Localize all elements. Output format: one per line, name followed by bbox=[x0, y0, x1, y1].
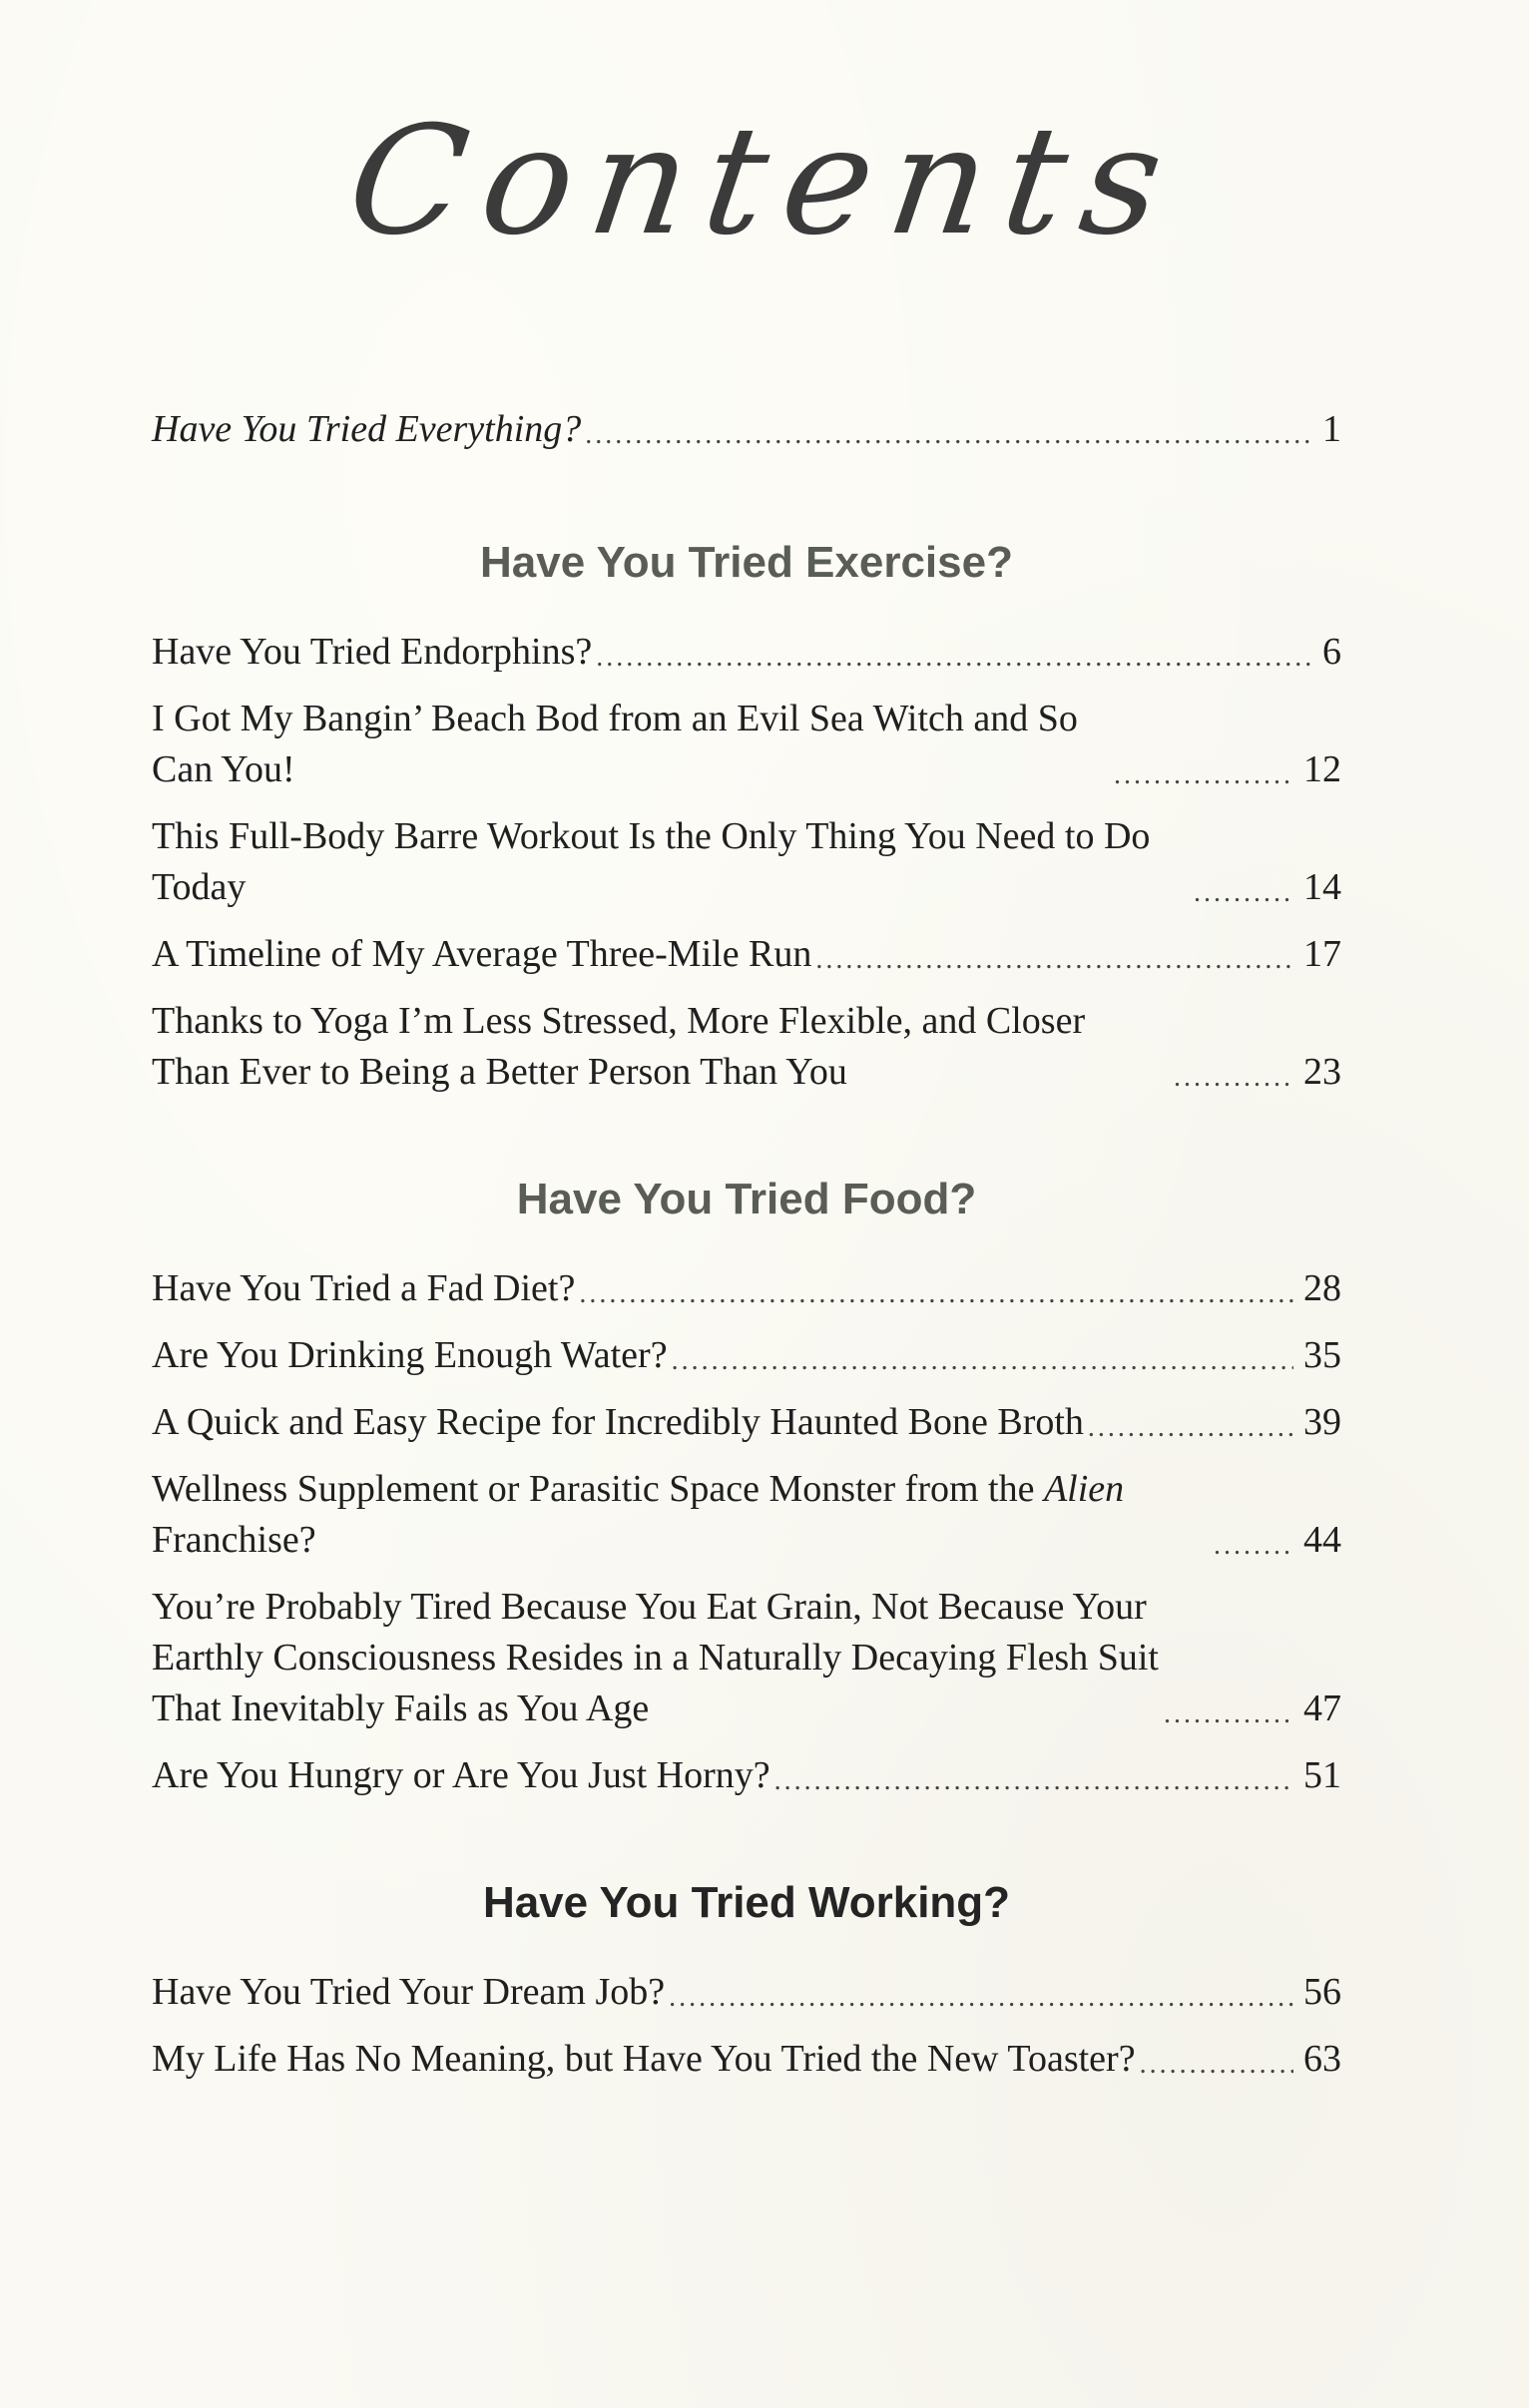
toc-page-number: 51 bbox=[1303, 1754, 1341, 1796]
dot-leader bbox=[1160, 1684, 1293, 1734]
toc-entry[interactable] bbox=[152, 1582, 1341, 1734]
toc-entry-intro[interactable] bbox=[152, 404, 1341, 455]
contents-title: Contents bbox=[338, 95, 1191, 268]
toc-entry-text: Are You Hungry or Are You Just Horny? bbox=[152, 1754, 770, 1796]
toc-entry-text: Are You Drinking Enough Water? bbox=[152, 1334, 668, 1376]
dot-leader bbox=[1190, 862, 1293, 913]
toc-page-number: 14 bbox=[1303, 866, 1341, 908]
toc-page-number: 44 bbox=[1303, 1519, 1341, 1561]
toc-entry-text-part: Wellness Supplement or Parasitic Space Monster from the bbox=[152, 1468, 1044, 1510]
toc-entry[interactable] bbox=[152, 694, 1341, 795]
dot-leader bbox=[592, 627, 1312, 678]
toc-entry[interactable] bbox=[152, 996, 1341, 1098]
toc-entry[interactable] bbox=[152, 1263, 1341, 1314]
toc-entry[interactable] bbox=[152, 1967, 1341, 2018]
toc-entry-text: My Life Has No Meaning, but Have You Tried the New Toaster? bbox=[152, 2038, 1136, 2080]
dot-leader bbox=[575, 1263, 1293, 1314]
dot-leader bbox=[1170, 1047, 1293, 1098]
table-of-contents bbox=[152, 404, 1341, 2101]
toc-entry-text-italic: Alien bbox=[1043, 1468, 1125, 1510]
dot-leader bbox=[770, 1750, 1293, 1801]
dot-leader bbox=[665, 1967, 1293, 2018]
toc-page-number: 6 bbox=[1322, 631, 1341, 673]
dot-leader bbox=[1210, 1515, 1293, 1566]
toc-page-number: 17 bbox=[1303, 933, 1341, 975]
toc-entry-text: Have You Tried Your Dream Job? bbox=[152, 1971, 666, 2013]
toc-entry-text: A Quick and Easy Recipe for Incredibly Haunted Bone Broth bbox=[152, 1401, 1084, 1443]
toc-page-number: 56 bbox=[1303, 1971, 1341, 2013]
toc-entry[interactable] bbox=[152, 1397, 1341, 1448]
toc-entry-text-part: Franchise? bbox=[152, 1519, 316, 1561]
toc-entry[interactable] bbox=[152, 1750, 1341, 1801]
dot-leader bbox=[668, 1330, 1293, 1381]
toc-entry[interactable] bbox=[152, 2034, 1341, 2085]
toc-page-number: 23 bbox=[1303, 1051, 1341, 1093]
toc-page-number: 63 bbox=[1303, 2038, 1341, 2080]
toc-page-number: 47 bbox=[1303, 1687, 1341, 1729]
toc-entry[interactable] bbox=[152, 811, 1341, 913]
toc-entry[interactable] bbox=[152, 627, 1341, 678]
toc-page-number: 28 bbox=[1303, 1267, 1341, 1309]
toc-entry-text: Thanks to Yoga I’m Less Stressed, More Flexible, and Closer Than Ever to Being a Better Person Than You bbox=[152, 1000, 1086, 1093]
dot-leader bbox=[1136, 2034, 1293, 2085]
toc-entry[interactable] bbox=[152, 1464, 1341, 1566]
toc-entry-text: I Got My Bangin’ Beach Bod from an Evil Sea Witch and So Can You! bbox=[152, 698, 1078, 790]
toc-page-number: 39 bbox=[1303, 1401, 1341, 1443]
dot-leader bbox=[581, 404, 1312, 455]
toc-page-number: 1 bbox=[1322, 408, 1341, 450]
toc-entry-text: Have You Tried Endorphins? bbox=[152, 631, 593, 673]
dot-leader bbox=[1110, 744, 1293, 795]
toc-entry-text: A Timeline of My Average Three-Mile Run bbox=[152, 933, 812, 975]
toc-entry-text: This Full-Body Barre Workout Is the Only Thing You Need to Do Today bbox=[152, 815, 1151, 908]
toc-entry-text: You’re Probably Tired Because You Eat Grain, Not Because Your Earthly Consciousness Resides in a Naturally Decaying Flesh Suit That Inevitably Fails as You Age bbox=[152, 1586, 1159, 1729]
toc-page-number: 12 bbox=[1303, 748, 1341, 790]
toc-entry[interactable] bbox=[152, 929, 1341, 980]
toc-entry[interactable] bbox=[152, 1330, 1341, 1381]
dot-leader bbox=[811, 929, 1293, 980]
toc-page-number: 35 bbox=[1303, 1334, 1341, 1376]
section-heading-exercise: Have You Tried Exercise? bbox=[480, 538, 1013, 587]
dot-leader bbox=[1084, 1397, 1293, 1448]
toc-entry-text: Have You Tried Everything? bbox=[152, 408, 582, 450]
section-heading-working: Have You Tried Working? bbox=[482, 1878, 1011, 1927]
toc-entry-text bbox=[152, 1464, 1210, 1566]
section-heading-food: Have You Tried Food? bbox=[516, 1175, 977, 1223]
toc-entry-text: Have You Tried a Fad Diet? bbox=[152, 1267, 576, 1309]
